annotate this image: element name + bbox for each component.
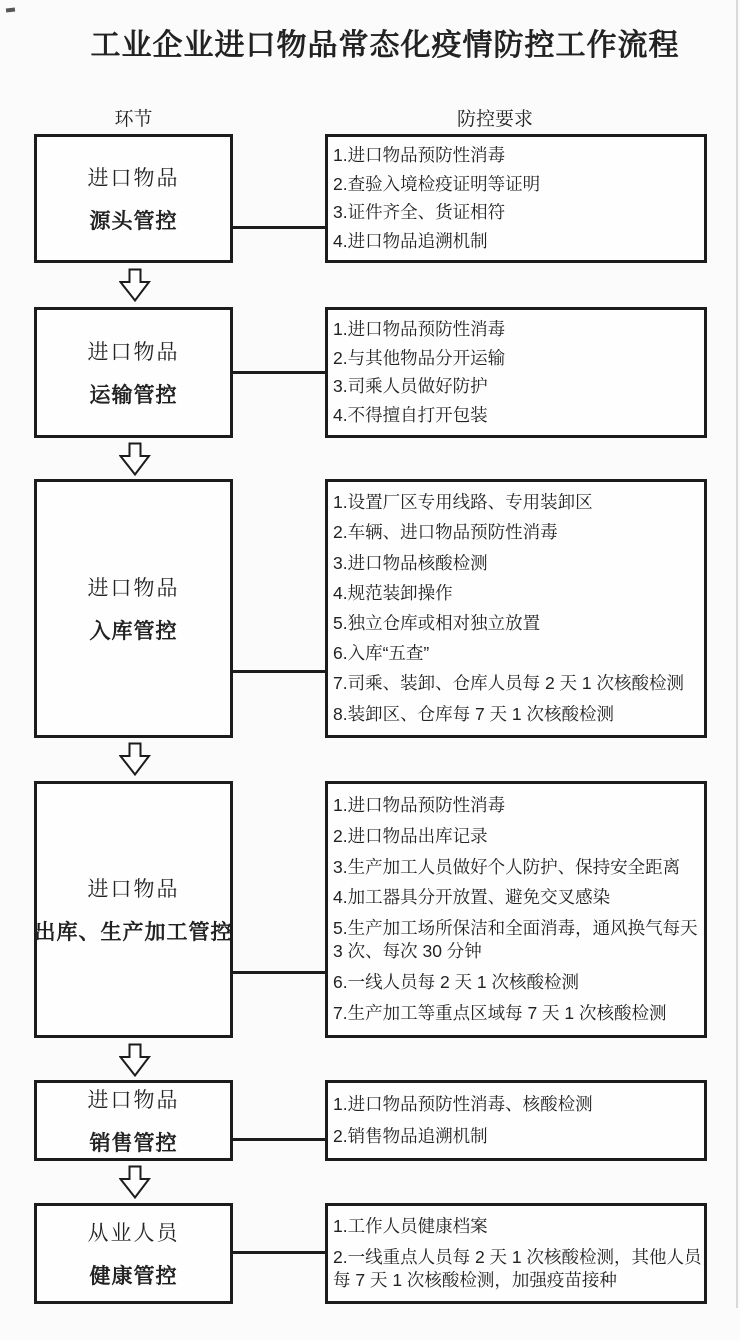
stage-category: 进口物品 <box>87 878 180 901</box>
requirement-item: 1.进口物品预防性消毒 <box>333 145 506 166</box>
requirements-box-inbound-warehouse-control <box>325 479 707 738</box>
column-header-stage: 环节 <box>114 109 153 130</box>
stage-name: 入库管控 <box>89 620 178 643</box>
stage-box-inbound-warehouse-control <box>34 479 233 738</box>
requirement-item: 2.与其他物品分开运输 <box>333 347 506 368</box>
requirement-item: 6.入库“五查” <box>333 643 430 664</box>
requirement-item: 1.设置厂区专用线路、专用装卸区 <box>333 492 593 513</box>
requirement-item: 1.工作人员健康档案 <box>333 1216 488 1237</box>
column-header-requirements: 防控要求 <box>456 109 533 130</box>
requirement-item: 1.进口物品预防性消毒、核酸检测 <box>333 1094 593 1115</box>
scan-artifact <box>6 8 15 13</box>
requirement-item: 4.规范装卸操作 <box>333 582 453 603</box>
stage-name: 源头管控 <box>89 210 178 233</box>
requirement-item: 3.生产加工人员做好个人防护、保持安全距离 <box>333 856 681 877</box>
requirement-item: 5.独立仓库或相对独立放置 <box>333 613 541 633</box>
requirement-item: 2.查验入境检疫证明等证明 <box>333 173 541 194</box>
stage-category: 进口物品 <box>87 1089 180 1112</box>
page-title: 工业企业进口物品常态化疫情防控工作流程 <box>90 29 680 62</box>
connector-line <box>233 226 325 229</box>
requirement-item: 3.司乘人员做好防护 <box>333 376 488 397</box>
connector-line <box>233 1138 325 1141</box>
stage-box-source-control <box>34 134 233 263</box>
stage-box-outbound-production-control <box>34 781 233 1038</box>
requirement-item: 1.进口物品预防性消毒 <box>333 794 506 815</box>
requirement-item: 4.进口物品追溯机制 <box>333 230 488 251</box>
requirement-item: 3.进口物品核酸检测 <box>333 552 488 573</box>
connector-line <box>233 371 325 374</box>
requirements-box-personnel-health-control <box>325 1203 707 1304</box>
requirement-item: 2.一线重点人员每 2 天 1 次核酸检测，其他人员每 7 天 1 次核酸检测，加强疫苗接种 <box>333 1246 702 1290</box>
requirement-item: 7.司乘、装卸、仓库人员每 2 天 1 次核酸检测 <box>333 673 685 694</box>
down-arrow-icon <box>119 268 151 302</box>
connector-line <box>233 1251 325 1254</box>
requirements-box-outbound-production-control <box>325 781 707 1038</box>
stage-box-sales-control <box>34 1080 233 1161</box>
requirement-item: 2.进口物品出库记录 <box>333 825 488 846</box>
stage-name: 运输管控 <box>89 384 178 407</box>
stage-name: 出库、生产加工管控 <box>34 921 233 944</box>
requirement-item: 3.证件齐全、货证相符 <box>333 202 506 223</box>
down-arrow-icon <box>119 1043 151 1077</box>
stage-box-personnel-health-control <box>34 1203 233 1304</box>
requirement-item: 4.加工器具分开放置、避免交叉感染 <box>333 887 611 908</box>
requirement-item: 2.销售物品追溯机制 <box>333 1125 488 1146</box>
requirements-box-transport-control <box>325 307 707 438</box>
stage-box-transport-control <box>34 307 233 438</box>
down-arrow-icon <box>119 742 151 776</box>
down-arrow-icon <box>119 1165 151 1199</box>
requirement-item: 7.生产加工等重点区域每 7 天 1 次核酸检测 <box>333 1003 667 1024</box>
stage-category: 进口物品 <box>87 341 180 364</box>
requirement-item: 2.车辆、进口物品预防性消毒 <box>333 522 558 543</box>
stage-name: 销售管控 <box>89 1132 178 1155</box>
requirement-item: 1.进口物品预防性消毒 <box>333 318 506 339</box>
requirement-item: 5.生产加工场所保洁和全面消毒，通风换气每天 3 次、每次 30 分钟 <box>333 918 698 962</box>
connector-line <box>233 971 325 974</box>
stage-category: 进口物品 <box>87 167 180 190</box>
stage-name: 健康管控 <box>89 1265 178 1288</box>
requirement-item: 8.装卸区、仓库每 7 天 1 次核酸检测 <box>333 703 615 724</box>
connector-line <box>233 670 325 673</box>
down-arrow-icon <box>119 442 151 476</box>
requirement-item: 4.不得擅自打开包装 <box>333 405 488 426</box>
requirement-item: 6.一线人员每 2 天 1 次核酸检测 <box>333 972 580 993</box>
requirements-box-source-control <box>325 134 707 263</box>
stage-category: 进口物品 <box>87 577 180 600</box>
stage-category: 从业人员 <box>87 1222 180 1245</box>
page-edge-line <box>736 0 738 1308</box>
requirements-box-sales-control <box>325 1080 707 1161</box>
